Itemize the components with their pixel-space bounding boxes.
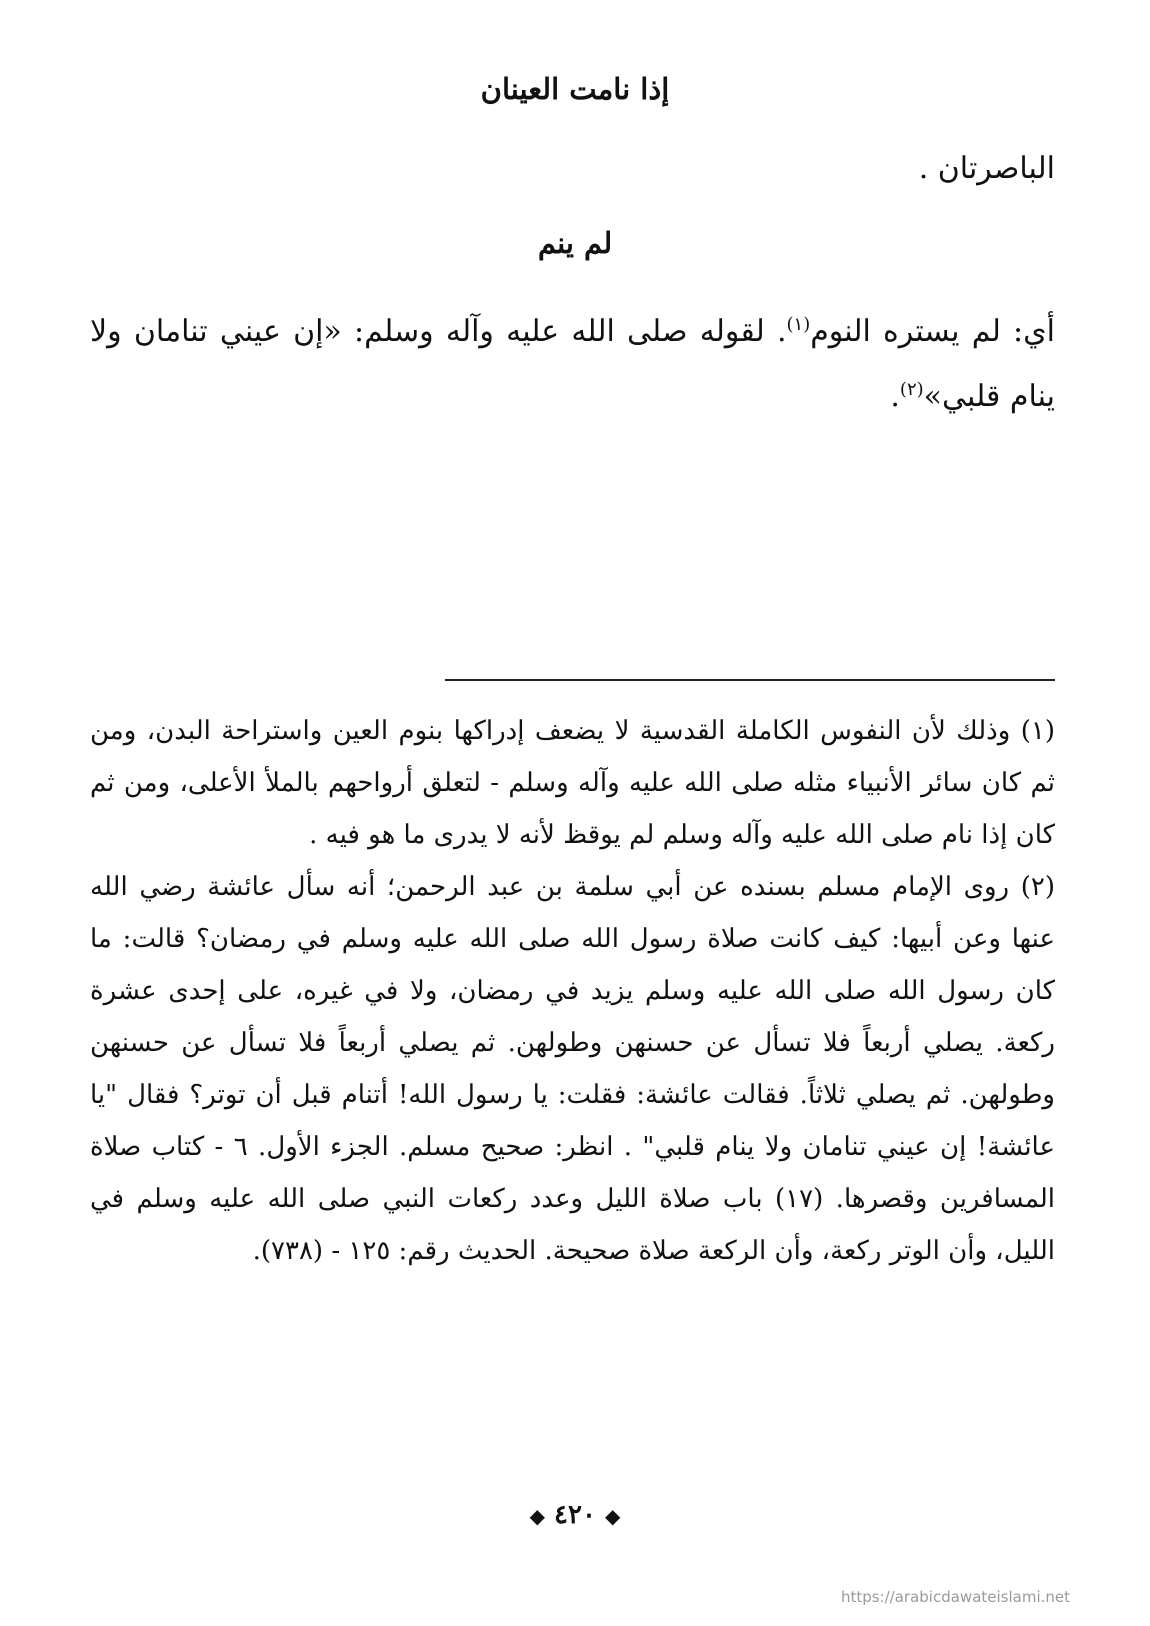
paragraph-text-2: . لقوله صلى الله عليه وآله وسلم: «إن عيني تنامان ولا ينام قلبي» — [90, 314, 1055, 414]
footnote-1: (١) وذلك لأن النفوس الكاملة القدسية لا يضعف إدراكها بنوم العين واستراحة البدن، ومن ثم كان سائر الأنبياء مثله صلى الله عليه وآله وسلم - لتعلق أرواحهم بالملأ الأعلى، ومن ثم كان إذا نام صلى الله عليه وآله وسلم لم يوقظ لأنه لا يدرى ما هو فيه . — [90, 716, 1055, 850]
page-number: ٤٢٠ — [554, 1500, 596, 1530]
footnotes-section — [90, 705, 1055, 1277]
footnote-ref-1[interactable]: (١) — [786, 314, 811, 335]
footnote-2: (٢) روى الإمام مسلم بسنده عن أبي سلمة بن عبد الرحمن؛ أنه سأل عائشة رضي الله عنها وعن أبيها: كيف كانت صلاة رسول الله صلى الله عليه وسلم في رمضان؟ قالت: ما كان رسول الله صلى الله عليه وسلم يزيد في رمضان، ولا في غيره، على إحدى عشرة ركعة. يصلي أربعاً فلا تسأل عن حسنهن وطولهن. ثم يصلي أربعاً فلا تسأل عن حسنهن وطولهن. ثم يصلي ثلاثاً. فقالت عائشة: فقلت: يا رسول الله! أتنام قبل أن توتر؟ فقال "يا عائشة! إن عيني تنامان ولا ينام قلبي" . انظر: صحيح مسلم. الجزء الأول. ٦ - كتاب صلاة المسافرين وقصرها. (١٧) باب صلاة الليل وعدد ركعات النبي صلى الله عليه وسلم في الليل، وأن الوتر ركعة، وأن الركعة صلاة صحيحة. الحديث رقم: ١٢٥ - (٧٣٨). — [90, 872, 1055, 1266]
ornament-left-icon: ◆ — [529, 1504, 545, 1528]
footnote-divider — [445, 679, 1055, 681]
paragraph-end: . — [890, 379, 900, 414]
commentary-paragraph — [90, 296, 1055, 426]
ornament-right-icon: ◆ — [605, 1504, 621, 1528]
watermark-url: https://arabicdawateislami.net — [840, 1588, 1070, 1606]
paragraph-text-1: أي: لم يستره النوم — [810, 314, 1055, 349]
continuation-line: الباصرتان . — [918, 151, 1055, 186]
running-title: إذا نامت العينان — [480, 72, 670, 106]
footnote-ref-2[interactable]: (٢) — [899, 379, 924, 400]
page-number-block — [0, 1500, 1150, 1530]
section-heading: لم ينم — [537, 226, 613, 260]
